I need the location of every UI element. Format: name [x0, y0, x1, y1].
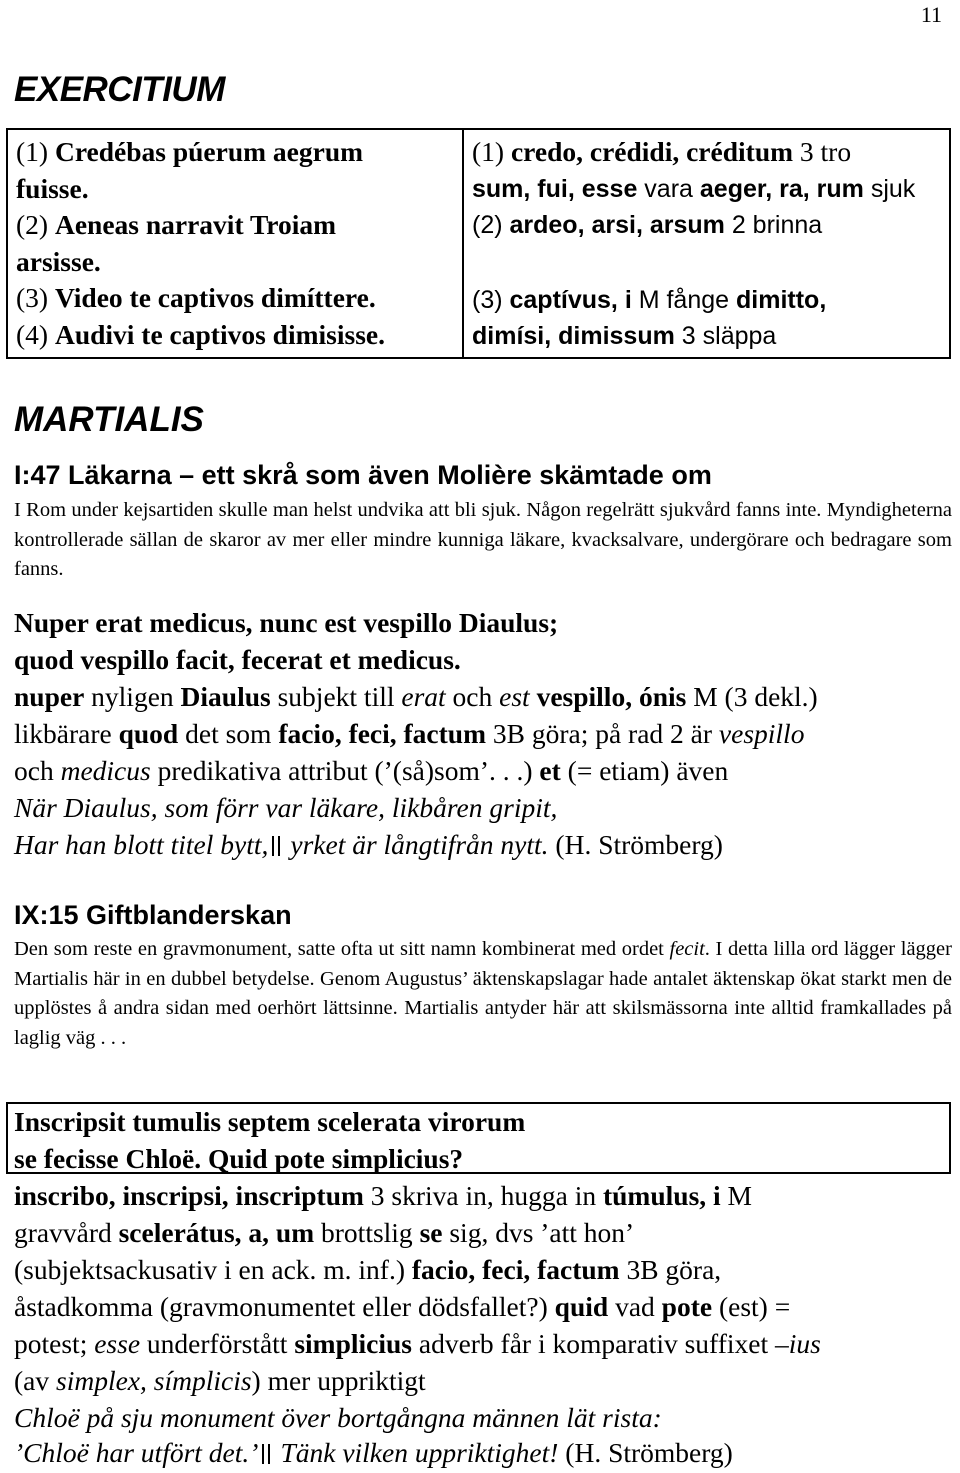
- gloss-line: och medicus predikativa attribut (’(så)som’. . .) et (= etiam) även: [14, 755, 729, 786]
- translation-line-2: Har han blott titel bytt, yrket är långtifrån nytt. (H. Strömberg): [14, 829, 723, 860]
- latin-verse-2: quod vespillo facit, fecerat et medicus.: [14, 644, 461, 675]
- sentence-3: (3) Video te captivos dimíttere.: [16, 282, 376, 313]
- gloss-line: (1) credo, crédidi, créditum 3 tro: [472, 136, 852, 167]
- gloss-line: (2) ardeo, arsi, arsum 2 brinna: [472, 211, 823, 239]
- latin-verse-2: se fecisse Chloë. Quid pote simplicius?: [14, 1143, 464, 1174]
- sentence-4: (4) Audivi te captivos dimisisse.: [16, 318, 385, 350]
- martialis-heading: MARTIALIS: [14, 400, 204, 439]
- caesura-mark: [262, 1444, 270, 1464]
- exercise-sentences: (1) Credébas púerum aegrum fuisse. (2) Aeneas narravit Troiam arsisse. (3) Video te captivos dimíttere. (4) Audivi te captivos dimisisse.: [7, 129, 463, 358]
- gloss-line: (subjektsackusativ i en ack. m. inf.) facio, feci, factum 3B göra,: [14, 1254, 722, 1285]
- epigram-title: I:47 Läkarna – ett skrå som även Molière skämtade om: [14, 460, 712, 490]
- translation-line-1: När Diaulus, som förr var läkare, likbåren gripit,: [14, 792, 558, 823]
- epigram-intro: I Rom under kejsartiden skulle man helst undvika att bli sjuk. Någon regelrätt sjukvård fanns inte. Myndigheterna kontrollerade sällan de skaror av mer eller mindre kunniga läkare, kvacksalvare, undergörare och bedragare som fanns.: [14, 499, 952, 580]
- epigram-title: IX:15 Giftblanderskan: [14, 900, 292, 930]
- gloss-line: åstadkomma (gravmonumentet eller dödsfallet?) quid vad pote (est) =: [14, 1291, 791, 1322]
- sentence-1: (1) Credébas púerum aegrum: [16, 136, 364, 167]
- exercitium-heading: EXERCITIUM: [14, 70, 225, 109]
- latin-verse-1: Inscripsit tumulis septem scelerata virorum: [14, 1106, 526, 1137]
- gloss-line: (av simplex, símplicis) mer uppriktigt: [14, 1365, 426, 1396]
- gloss-line: (3) captívus, i M fånge dimitto,: [472, 285, 827, 314]
- sentence-2: (2) Aeneas narravit Troiam: [16, 209, 337, 240]
- gloss-line: dimísi, dimissum 3 släppa: [472, 322, 777, 350]
- epigram-intro: Den som reste en gravmonument, satte ofta ut sitt namn kombinerat med ordet fecit. I detta lilla ord lägger lägger Martialis här in en dubbel betydelse. Genom Augustus’ äktenskapslagar hade antalet äktenskap ökat starkt men de upplöstes å andra sidan med oerhört lättsinne. Martialis antyder här att skilsmässorna inte alltid framkallades på laglig väg . . .: [14, 938, 952, 1049]
- exercitium-table: [6, 128, 951, 359]
- translation-line-2: ’Chloë har utfört det.’ Tänk vilken uppriktighet! (H. Strömberg): [14, 1437, 733, 1468]
- gloss-line: likbärare quod det som facio, feci, factum 3B göra; på rad 2 är vespillo: [14, 718, 805, 749]
- gloss-line: potest; esse underförstått simplicius adverb får i komparativ suffixet –ius: [14, 1328, 821, 1359]
- gloss-line: gravvård scelerátus, a, um brottslig se sig, dvs ’att hon’: [14, 1217, 635, 1248]
- gloss-line: sum, fui, esse vara aeger, ra, rum sjuk: [472, 174, 916, 203]
- gloss-line: inscribo, inscripsi, inscriptum 3 skriva in, hugga in túmulus, i M: [14, 1180, 752, 1211]
- gloss-line: nuper nyligen Diaulus subjekt till erat och est vespillo, ónis M (3 dekl.): [14, 681, 818, 712]
- exercise-glossary: [463, 129, 950, 358]
- caesura-mark: [272, 836, 280, 856]
- latin-verse-1: Nuper erat medicus, nunc est vespillo Diaulus;: [14, 607, 559, 638]
- page-number: 11: [920, 2, 942, 27]
- translation-line-1: Chloë på sju monument över bortgångna männen lät rista:: [14, 1402, 662, 1433]
